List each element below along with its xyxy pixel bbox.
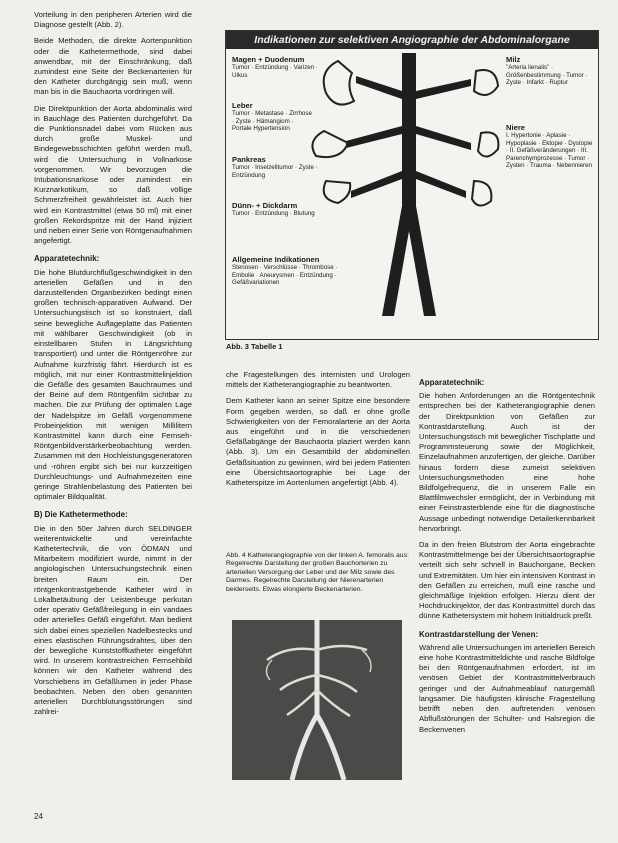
paragraph: Dem Katheter kann an seiner Spitze eine besondere Form gegeben werden, so daß er ohne große Schwierigkeiten von der Femoralarterie an der Aorta aus eingeführt und in die verschiedenen Gefäßabgänge der Bauchaorta plaziert werden kann (Abb. 3). Um ein Gesamtbild der abdominellen Gefäßsituation zu gewinnen, wird bei jedem Patienten eine Übersichtsaortographie bei Lage der Katheterspitze im Aortenlumen angefertigt (Abb. 4). [226, 396, 410, 488]
label-heading: Milz [506, 55, 521, 64]
left-text-column [34, 10, 192, 723]
angiography-photo [232, 620, 402, 780]
paragraph: Die in den 50er Jahren durch SELDINGER weiterentwickelte und vereinfachte Kathetertechnik, die von ÖDMAN und Mitarbeitern modifiziert wurde, nimmt in der angiologischen Untersuchungstechnik einen breiten Raum ein. Der röntgenkontrastgebende Katheter wird in Lokalbetäubung der Leistenbeuge perkutan oder operativ Gefäßfreilegung in ein vandaes oder arterielles Gefäß eingeführt. Man bedient sich dabei eines speziellen Nadelbestecks und eines elastischen Führungsdrahtes, über den der bewegliche Kunststoffkatheter eingeführt wird. In unserem kontrastreichen Fernsehbild können wir den Katheter während des Vorschiebens im Gefäßlumen in jeder Phase beobachten. Neben den oben genannten arteriellen Durchblutungsstörungen sind zahlrei- [34, 523, 192, 717]
section-heading: Kontrastdarstellung der Venen: [419, 629, 539, 639]
label-heading: Leber [232, 101, 253, 110]
paragraph: Beide Methoden, die direkte Aortenpunktion oder die Kathetermethode, sind dabei anwendbar, mit der Einschränkung, daß zumindest eine Seite der Beckenarterien für den Katheter durchgängig sein muß, wenn man bis in die Bauchaorta vordringen will. [34, 36, 192, 97]
label-text: I. Hypertonie · Aplasie · Hypoplasie · Ektopie · Dystopie · II. Gefäßveränderungen · III. Parenchymprozesse · Tumor · Zysten · Trauma · Nebennieren [506, 132, 593, 170]
label-heading: Pankreas [232, 155, 266, 164]
paragraph: Während alle Untersuchungen im arteriellen Bereich eine hohe Kontrastmitteldichte und rasche Bildfolge bei den Röntgenaufnahmen erfordert, ist im venösen Gebiet der Kontrastmittelverbrauch geringer und der Aufnahmeablauf naturgemäß langsamer. Die häufigsten klinische Fragestellung betrifft neben den auftretenden venösen Abflußstörungen der Schulter- und Halsregion die Beckenvenen [419, 642, 596, 734]
label-milz [506, 55, 594, 87]
figure-4-caption: Abb. 4 Katheterangiographie von der linken A. femoralis aus: Regelrechte Darstellung der großen Bauchorterien zu arteriellen Versorgung der Leber und der Milz sowie des Darmes. Regelrechte Darstellung der Nierenarterien beiderseits. Etwas elongierte Beckenarterien. [226, 552, 409, 593]
right-text-column [419, 370, 595, 741]
label-allgemein [232, 255, 352, 287]
label-heading: Dünn- + Dickdarm [232, 201, 298, 210]
figure-caption: Abb. 3 Tabelle 1 [226, 342, 283, 351]
label-text: Stenosen · Verschlüsse · Thrombose · Embolie · Aneurysmen · Entzündung · Gefäßvariationen [232, 264, 338, 287]
paragraph: Die hohe Blutdurchflußgeschwindigkeit in den arteriellen Gefäßen und in den darzustellenden Organbezirken bedingt einen großen technisch-apparativen Aufwand. Der Untersuchungstisch ist so konstruiert, daß seine bewegliche Auflageplatte das Patienten mit wählbarer Geschwindigkeit (ob in einstellbaren Stufen in Längsrichtung transportiert) und unter die Röntgenröhre zur Aufnahme kurzfristig fährt. Hierdurch ist es möglich, mit nur einer Kontrastmittelinjektion die Gefäße des gesamten Bauchraumes und der Beine auf dem Röntgenfilm sichtbar zu machen. Die zur Prüfung der optimalen Lage der Nadelspitze im Gefäß vorgenommene Probeinjektion mit wenigen Millilitern Kontrastmittel kann durch eine Fernseh-Röntgenbildverstärkerbeobachtung werden. Zusammen mit den Hochleistungsgeneratoren und -röhren ergibt sich bei nur kurzzeitigen Durchleuchtungs- und Aufnahmezeiten eine geringe Strahlenbelastung des Patienten bei optimaler Bildqualität. [34, 267, 192, 502]
indications-figure [225, 30, 599, 340]
label-text: "Arteria lienalis" · Größenbestimmung · Tumor · Zyste · Infarkt · Ruptur [506, 64, 588, 87]
section-heading: Apparatetechnik: [419, 378, 485, 387]
paragraph: Vorteilung in den peripheren Arterien wird die Diagnose gestellt (Abb. 2). [34, 10, 192, 30]
label-heading: Allgemeine Indikationen [232, 255, 320, 264]
label-text: Tumor · Entzündung · Varizen · Ulkus [232, 64, 318, 79]
figure-title: Indikationen zur selektiven Angiographie der Abdominalorgane [226, 31, 598, 49]
label-niere [506, 123, 594, 170]
label-magen [232, 55, 322, 79]
paragraph: Die hohen Anforderungen an die Röntgentechnik entsprechen bei der Katheterangiographie denen der Direktpunktion von Gefäßen zur Kontrastdarstellung. Auch ist der Untersuchungstisch mit beweglicher Tischplatte und Programmsteuerung sowie der Möglichkeit, Einzelaufnahmen anzufertigen, der gleiche. Darüber hinaus fordern diese zumeist selektiven Untersuchungsmethoden eine hohe Bildfolgefrequenz, die in unserem Falle ein Blattfilmwechsler ermöglicht, der in Verbindung mit einer Feinstrasterblende eine für die diagnostische Aussage unbedingt notwendige Detailerkennbarkeit hervorbringt. [419, 391, 595, 533]
label-heading: Niere [506, 123, 525, 132]
label-heading: Magen + Duodenum [232, 55, 305, 64]
angiography-image [232, 620, 402, 780]
label-pankreas [232, 155, 320, 179]
middle-text-column [226, 370, 410, 494]
label-text: Tumor · Metastase · Zirrhose · Zyste · Hämangiom · Portale Hypertension [232, 110, 312, 133]
section-heading: B) Die Kathetermethode: [34, 510, 128, 520]
paragraph: che Fragestellungen des internisten und Urologen mittels der Katheterangiographie zu beantworten. [226, 370, 410, 390]
label-leber [232, 101, 312, 133]
label-text: Tumor · Entzündung · Blutung [232, 210, 315, 217]
label-text: Tumor · Inselzelltumor · Zyste · Entzündung [232, 164, 318, 179]
paragraph: Da in den freien Blutstrom der Aorta eingebrachte Kontrastmittelmenge bei der Übersichtsaortographie verteilt sich sehr schnell in Bauchorgane, Becken und Extremitäten. Um hier ein intensiven Kontrast in den Gefäßen zu erreichen, muß eine rasche und gleichmäßige Injektion erfolgen. Hierzu dient der Hochdruckinjektor, der das Kontrastmittel durch das dünne Kathetersystem mit hohem Initialdruck preßt. [419, 540, 595, 621]
paragraph: Die Direktpunktion der Aorta abdominalis wird in Bauchlage des Patienten durchgeführt. Da die Punktionsnadel dabei vom Rücken aus durch große Muskel- und Bindegewebsschichten geführt werden muß, wird die Untersuchung in Vollnarkose vorgenommen. Wir bevorzugen die Intubationsnarkose oder zumindest ein Kurznarkotikum, so daß völlige Schmerzfreiheit gewährleistet ist. Auch hier wird ein Kontrastmittel (etwa 50 ml) mit einer großen Rekordspritze mit der Hand injiziert und neben einer Serie von Röntgenaufnahmen angefertigt. [34, 103, 192, 246]
section-heading: Apparatetechnik: [34, 254, 100, 264]
page-number: 24 [34, 812, 43, 821]
label-darm [232, 201, 322, 218]
